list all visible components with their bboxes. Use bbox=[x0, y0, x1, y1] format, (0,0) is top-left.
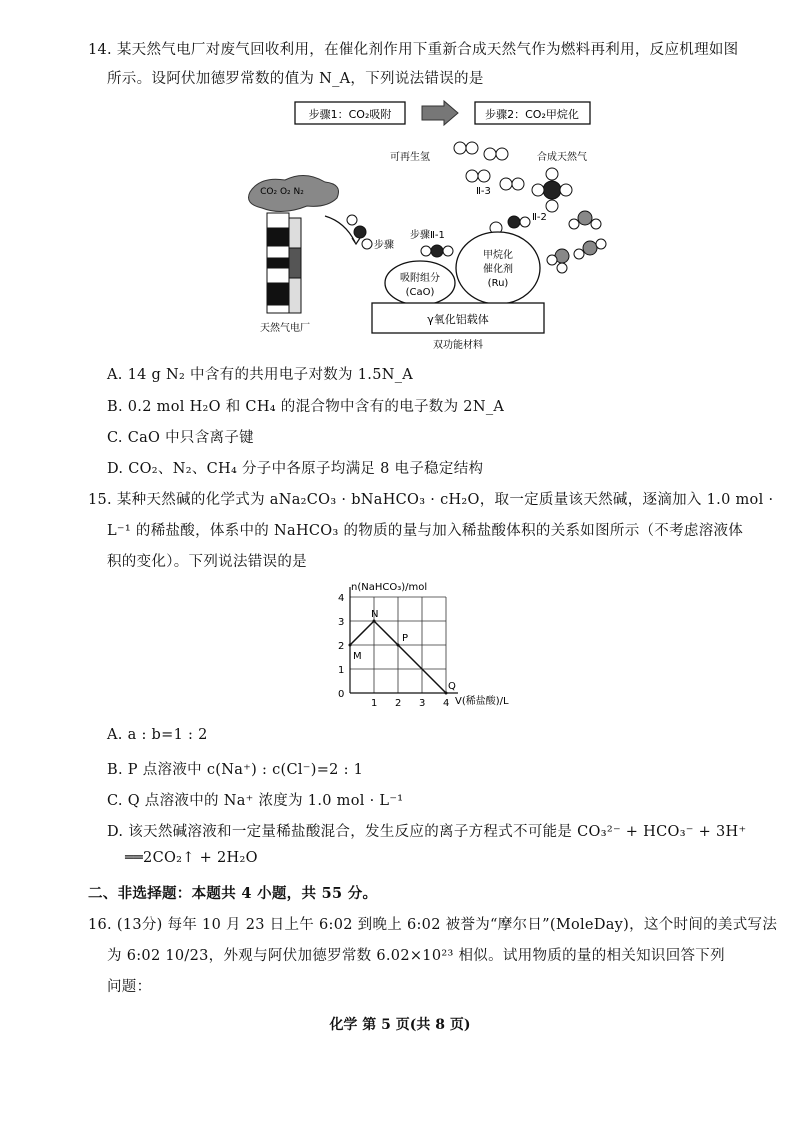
step-ii2-label: Ⅱ-2 bbox=[532, 212, 547, 223]
right-arrow-icon bbox=[422, 101, 458, 125]
chart-point-label: Q bbox=[448, 681, 456, 692]
q15-stem-line1: 15. 某种天然碱的化学式为 aNa₂CO₃ · bNaHCO₃ · cH₂O，取一定质量该天然碱，逐滴加入 1.0 mol · bbox=[88, 492, 774, 508]
q14-stem-line2: 所示。设阿伏加德罗常数的值为 N_A，下列说法错误的是 bbox=[107, 71, 484, 87]
q14-option-d: D. CO₂、N₂、CH₄ 分子中各原子均满足 8 电子稳定结构 bbox=[107, 461, 484, 477]
chart-y-tick: 4 bbox=[338, 593, 345, 604]
adsorbent-label: 吸附组分 bbox=[400, 273, 440, 284]
catalyst-label-1: 甲烷化 bbox=[483, 250, 513, 261]
water-molecules bbox=[547, 211, 606, 273]
chart-x-tick: 1 bbox=[371, 698, 378, 709]
chart-y-tick: 2 bbox=[338, 641, 345, 652]
section-heading: 二、非选择题：本题共 4 小题，共 55 分。 bbox=[88, 885, 378, 902]
chart-x-tick: 4 bbox=[443, 698, 450, 709]
step-ii1-label: 步骤Ⅱ-1 bbox=[410, 230, 445, 241]
catalyst-label-2: 催化剂 bbox=[483, 264, 513, 275]
q15-stem-line2: L⁻¹ 的稀盐酸，体系中的 NaHCO₃ 的物质的量与加入稀盐酸体积的关系如图所示（不考虑溶液体 bbox=[107, 523, 744, 539]
q14-mechanism-diagram bbox=[240, 98, 620, 356]
q15-option-d-cont: ══2CO₂↑ + 2H₂O bbox=[125, 850, 258, 866]
methane-molecule bbox=[532, 168, 572, 212]
h2-molecules bbox=[454, 142, 524, 190]
step-ii3-label: Ⅱ-3 bbox=[476, 186, 491, 197]
q15-option-d: D. 该天然碱溶液和一定量稀盐酸混合，发生反应的离子方程式不可能是 CO₃²⁻ + HCO₃⁻ + 3H⁺ bbox=[107, 824, 747, 840]
chart-point-label: M bbox=[353, 651, 362, 662]
chart-x-tick: 2 bbox=[395, 698, 402, 709]
q14-option-a: A. 14 g N₂ 中含有的共用电子对数为 1.5N_A bbox=[107, 367, 414, 383]
chart-y-axis-label: n(NaHCO₃)/mol bbox=[351, 582, 428, 593]
q16-stem-line2: 为 6:02 10/23，外观与阿伏加德罗常数 6.02×10²³ 相似。试用物质的量的相关知识回答下列 bbox=[107, 948, 725, 964]
chart-x-tick: 3 bbox=[419, 698, 426, 709]
chart-y-tick: 0 bbox=[338, 689, 345, 700]
q16-stem-line1: 16. (13分) 每年 10 月 23 日上午 6:02 到晚上 6:02 被誉为“摩尔日”(MoleDay)，这个时间的美式写法 bbox=[88, 917, 778, 933]
q15-option-a: A. a : b=1 : 2 bbox=[107, 727, 208, 743]
chart-y-tick: 3 bbox=[338, 617, 345, 628]
q16-stem-line3: 问题： bbox=[107, 979, 152, 995]
step2-label: 步骤2：CO₂甲烷化 bbox=[485, 108, 579, 121]
q14-stem-line1: 14. 某天然气电厂对废气回收利用，在催化剂作用下重新合成天然气作为燃料再利用，反应机理如图 bbox=[88, 42, 739, 58]
support-label: γ氧化铝载体 bbox=[427, 313, 489, 326]
chart-x-axis-label: V(稀盐酸)/L bbox=[455, 696, 509, 707]
power-plant-icon bbox=[267, 213, 301, 313]
power-plant-label: 天然气电厂 bbox=[260, 323, 310, 334]
adsorbent-sub-label: (CaO) bbox=[405, 287, 435, 298]
chart-point-label: N bbox=[371, 609, 379, 620]
q15-chart bbox=[325, 580, 530, 710]
step1-label: 步骤1：CO₂吸附 bbox=[308, 108, 392, 121]
q15-option-c: C. Q 点溶液中的 Na⁺ 浓度为 1.0 mol · L⁻¹ bbox=[107, 793, 404, 809]
chart-point bbox=[397, 644, 400, 647]
synthetic-gas-label: 合成天然气 bbox=[537, 152, 587, 163]
chart-y-tick: 1 bbox=[338, 665, 345, 676]
q14-option-b: B. 0.2 mol H₂O 和 CH₄ 的混合物中含有的电子数为 2N_A bbox=[107, 399, 505, 415]
renewable-h2-label: 可再生氢 bbox=[390, 152, 430, 163]
catalyst-sub-label: (Ru) bbox=[487, 278, 509, 289]
material-label: 双功能材料 bbox=[433, 340, 483, 351]
q15-stem-line3: 积的变化）。下列说法错误的是 bbox=[107, 554, 307, 570]
gas-mix-label: CO₂ O₂ N₂ bbox=[260, 187, 304, 197]
q14-option-c: C. CaO 中只含离子键 bbox=[107, 430, 254, 446]
chart-point-label: P bbox=[402, 633, 409, 644]
step-label: 步骤 bbox=[374, 240, 394, 251]
chart-point bbox=[349, 644, 352, 647]
page-footer: 化学 第 5 页(共 8 页) bbox=[329, 1017, 471, 1033]
q15-option-b: B. P 点溶液中 c(Na⁺) : c(Cl⁻)=2 : 1 bbox=[107, 762, 364, 778]
